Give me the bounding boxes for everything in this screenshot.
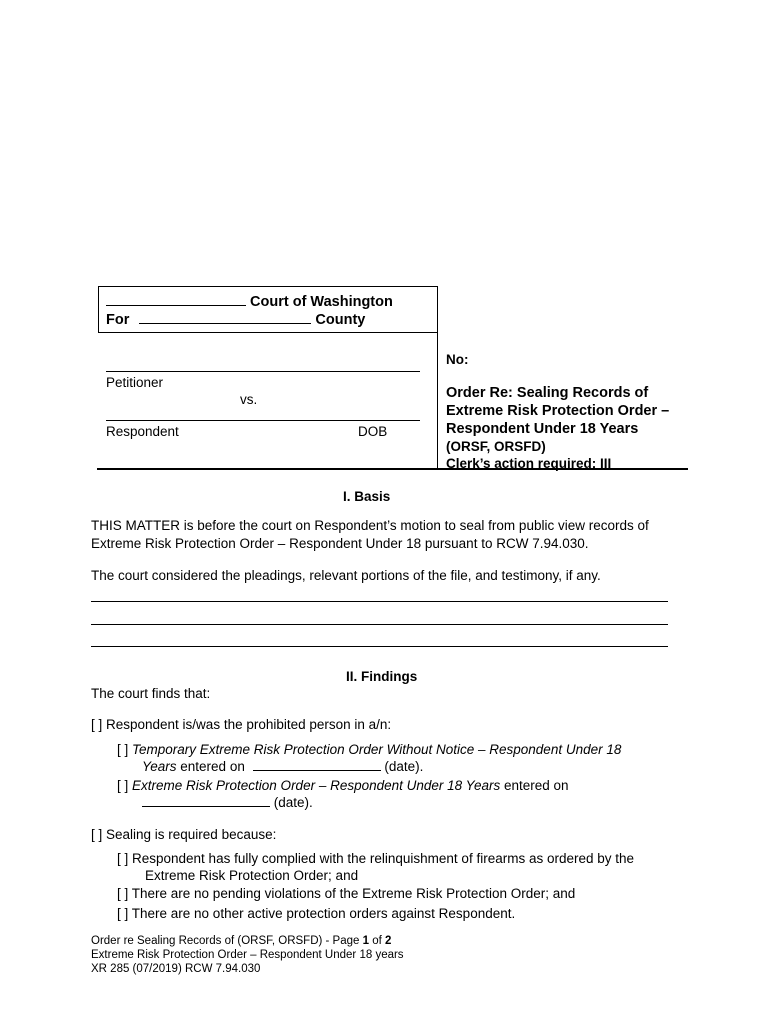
sub-final-order	[117, 777, 569, 795]
para-1-line-2: Extreme Risk Protection Order – Respondent Under 18 pursuant to RCW 7.94.030.	[91, 536, 589, 551]
reason-complied-line-1: [ ] Respondent has fully complied with the relinquishment of firearms as ordered by the	[117, 851, 635, 866]
testimony-line-2[interactable]	[91, 624, 668, 625]
dob-label: DOB	[358, 424, 388, 439]
footer-form-number: XR 285 (07/2019) RCW 7.94.030	[91, 963, 261, 975]
clerk-action: Clerk’s action required: III	[446, 456, 612, 471]
testimony-line-3[interactable]	[91, 646, 668, 647]
finding-sealing-required: [ ] Sealing is required because:	[91, 827, 277, 842]
sub-2-title: Extreme Risk Protection Order – Respondent Under 18 Years	[132, 778, 501, 793]
section-1-para-2: The court considered the pleadings, relevant portions of the file, and testimony, if any.	[91, 568, 601, 583]
section-1-heading: I. Basis	[343, 489, 391, 504]
para-1-line-1: THIS MATTER is before the court on Respondent’s motion to seal from public view records of	[91, 518, 649, 533]
section-1-para-1	[91, 517, 676, 553]
caption-divider	[437, 333, 438, 470]
for-label: For	[106, 312, 130, 328]
court-name-line	[106, 294, 393, 310]
case-number-label: No:	[446, 352, 469, 367]
court-suffix: Court of Washington	[250, 294, 393, 310]
sub-2-date-field[interactable]	[142, 806, 270, 807]
sub-2-checkbox[interactable]: [ ]	[117, 778, 133, 793]
sub-1-checkbox[interactable]: [ ]	[117, 742, 133, 757]
footer-page-number: 1	[362, 935, 370, 947]
sub-1-entered-on: entered on	[176, 759, 245, 774]
sub-temporary-order	[117, 741, 621, 759]
footer-form-title: Order re Sealing Records of (ORSF, ORSFD) - Page	[91, 935, 363, 947]
petitioner-label: Petitioner	[106, 375, 164, 390]
title-line-1: Order Re: Sealing Records of	[446, 385, 649, 401]
case-number	[446, 352, 469, 367]
sub-1-date-field[interactable]	[253, 770, 381, 771]
sub-final-order-date	[142, 794, 313, 812]
sub-1-title: Temporary Extreme Risk Protection Order Without Notice – Respondent Under 18	[132, 742, 622, 757]
sub-temporary-order-date	[142, 758, 423, 776]
petitioner-field[interactable]	[106, 371, 420, 372]
sub-2-date-label: (date).	[273, 795, 313, 810]
document-title	[446, 384, 669, 472]
court-caption-box	[98, 286, 438, 333]
footer-page-total: 2	[385, 935, 392, 947]
sub-1-date-label: (date).	[384, 759, 424, 774]
vs-label: vs.	[240, 392, 258, 407]
title-line-3: Respondent Under 18 Years	[446, 421, 639, 437]
footer-line-2: Extreme Risk Protection Order – Respondent Under 18 years	[91, 949, 404, 961]
respondent-label: Respondent	[106, 424, 179, 439]
county-label: County	[315, 312, 366, 328]
footer-line-1	[91, 934, 404, 948]
county-field[interactable]	[139, 323, 311, 324]
title-line-2: Extreme Risk Protection Order –	[446, 403, 670, 419]
reason-complied-line-2: Extreme Risk Protection Order; and	[145, 868, 359, 883]
reason-no-violations: [ ] There are no pending violations of the Extreme Risk Protection Order; and	[117, 886, 576, 901]
page-footer	[91, 934, 404, 976]
form-codes: (ORSF, ORSFD)	[446, 439, 546, 454]
county-line	[106, 312, 365, 328]
sub-2-entered-on: entered on	[500, 778, 569, 793]
testimony-line-1[interactable]	[91, 601, 668, 602]
reason-no-active-orders: [ ] There are no other active protection orders against Respondent.	[117, 906, 516, 921]
court-name-field[interactable]	[106, 305, 246, 306]
section-2-heading: II. Findings	[346, 669, 418, 684]
footer-of-label: of	[369, 935, 386, 947]
respondent-field[interactable]	[106, 420, 420, 421]
sub-1-title-cont: Years	[142, 759, 177, 774]
findings-intro: The court finds that:	[91, 686, 211, 701]
finding-prohibited-person: [ ] Respondent is/was the prohibited person in a/n:	[91, 717, 392, 732]
